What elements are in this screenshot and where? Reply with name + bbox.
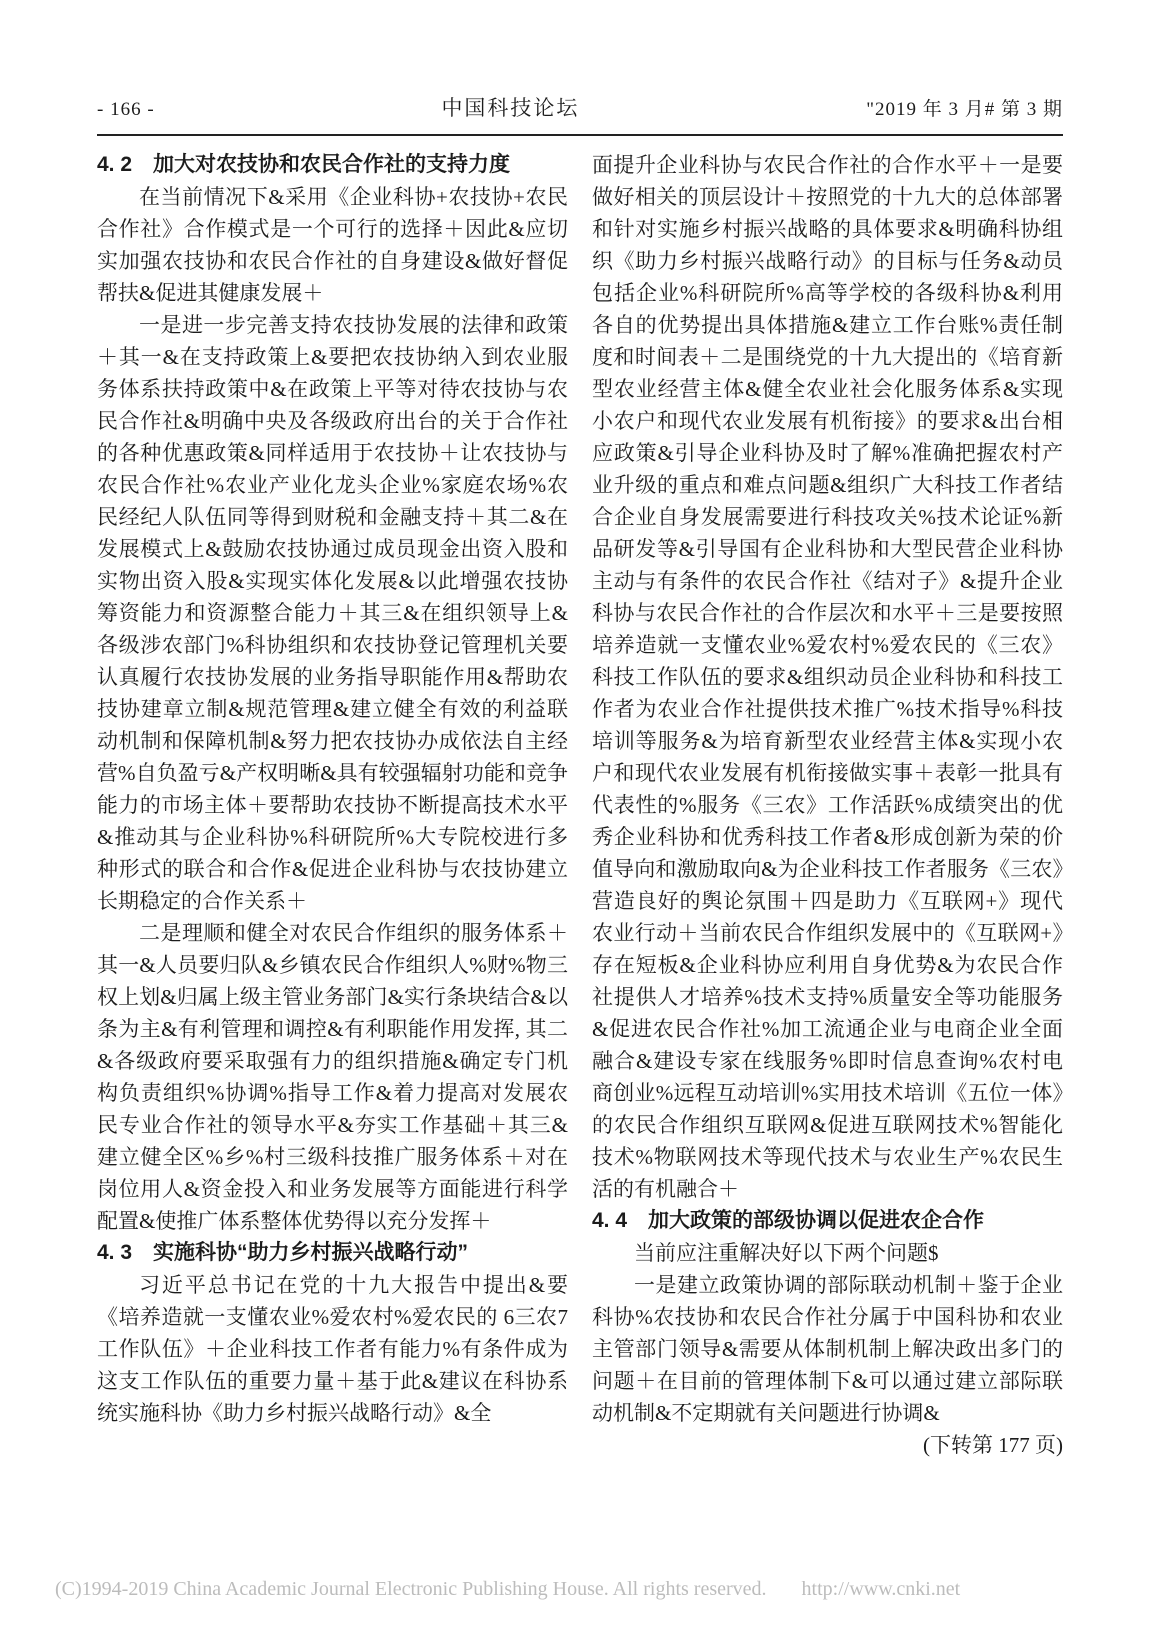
left-column <box>97 149 568 1461</box>
paragraph: 二是理顺和健全对农民合作组织的服务体系＋其一&人员要归队&乡镇农民合作组织人%财%物三权上划&归属上级主管业务部门&实行条块结合&以条为主&有利管理和调控&有利职能作用发挥, 其二&各级政府要采取强有力的组织措施&确定专门机构负责组织%协调%指导工作&着力提高对发展农民专业合作社的领导水平&夯实工作基础＋其三&建立健全区%乡%村三级科技推广服务体系＋对在岗位用人&资金投入和业务发展等方面能进行科学配置&使推广体系整体优势得以充分发挥＋ <box>97 921 568 1233</box>
right-column <box>592 149 1063 1461</box>
section-heading: 4. 4 加大政策的部级协调以促进农企合作 <box>592 1209 985 1232</box>
section-heading: 4. 3 实施科协“助力乡村振兴战略行动” <box>97 1241 469 1264</box>
paragraph: 在当前情况下&采用《企业科协+农技协+农民合作社》合作模式是一个可行的选择＋因此&应切实加强农技协和农民合作社的自身建设&做好督促帮扶&促进其健康发展＋ <box>97 185 568 305</box>
page-content <box>97 92 1063 1461</box>
issue-info: "2019 年 3 月# 第 3 期 <box>866 99 1063 120</box>
paragraph: 习近平总书记在党的十九大报告中提出&要《培养造就一支懂农业%爱农村%爱农民的 6三农7 工作队伍》＋企业科技工作者有能力%有条件成为这支工作队伍的重要力量＋基于此&建议在科协系统实施科协《助力乡村振兴战略行动》&全 <box>97 1273 568 1425</box>
continuation-note: (下转第 177 页) <box>923 1433 1063 1457</box>
page-header <box>97 92 1063 122</box>
journal-title: 中国科技论坛 <box>441 96 580 120</box>
page-footer <box>55 1578 1125 1601</box>
page-number: - 166 - <box>97 99 155 120</box>
paragraph: 面提升企业科协与农民合作社的合作水平＋一是要做好相关的顶层设计＋按照党的十九大的总体部署和针对实施乡村振兴战略的具体要求&明确科协组织《助力乡村振兴战略行动》的目标与任务&动员包括企业%科研院所%高等学校的各级科协&利用各自的优势提出具体措施&建立工作台账%责任制度和时间表＋二是围绕党的十九大提出的《培育新型农业经营主体&健全农业社会化服务体系&实现小农户和现代农业发展有机衔接》的要求&出台相应政策&引导企业科协及时了解%准确把握农村产业升级的重点和难点问题&组织广大科技工作者结合企业自身发展需要进行科技攻关%技术论证%新品研发等&引导国有企业科协和大型民营企业科协主动与有条件的农民合作社《结对子》&提升企业科协与农民合作社的合作层次和水平＋三是要按照培养造就一支懂农业%爱农村%爱农民的《三农》科技工作队伍的要求&组织动员企业科协和科技工作者为农业合作社提供技术推广%技术指导%科技培训等服务&为培育新型农业经营主体&实现小农户和现代农业发展有机衔接做实事＋表彰一批具有代表性的%服务《三农》工作活跃%成绩突出的优秀企业科协和优秀科技工作者&形成创新为荣的价值导向和激励取向&为企业科技工作者服务《三农》营造良好的舆论氛围＋四是助力《互联网+》现代农业行动＋当前农民合作组织发展中的《互联网+》存在短板&企业科协应利用自身优势&为农民合作社提供人才培养%技术支持%质量安全等功能服务&促进农民合作社%加工流通企业与电商企业全面融合&建设专家在线服务%即时信息查询%农村电商创业%远程互动培训%实用技术培训《五位一体》的农民合作组织互联网&促进互联网技术%智能化技术%物联网技术等现代技术与农业生产%农民生活的有机融合＋ <box>592 153 1063 1201</box>
text-columns <box>97 149 1063 1461</box>
publisher-url: http://www.cnki.net <box>801 1578 961 1600</box>
paragraph: 一是建立政策协调的部际联动机制＋鉴于企业科协%农技协和农民合作社分属于中国科协和农业主管部门领导&需要从体制机制上解决政出多门的问题＋在目前的管理体制下&可以通过建立部际联动机制&不定期就有关问题进行协调& <box>592 1273 1063 1425</box>
header-rule <box>97 134 1063 136</box>
copyright-notice: (C)1994-2019 China Academic Journal Electronic Publishing House. All rights reserved. <box>55 1578 767 1600</box>
paragraph: 一是进一步完善支持农技协发展的法律和政策＋其一&在支持政策上&要把农技协纳入到农业服务体系扶持政策中&在政策上平等对待农技协与农民合作社&明确中央及各级政府出台的关于合作社的各种优惠政策&同样适用于农技协＋让农技协与农民合作社%农业产业化龙头企业%家庭农场%农民经纪人队伍同等得到财税和金融支持＋其二&在发展模式上&鼓励农技协通过成员现金出资入股和实物出资入股&实现实体化发展&以此增强农技协筹资能力和资源整合能力＋其三&在组织领导上&各级涉农部门%科协组织和农技协登记管理机关要认真履行农技协发展的业务指导职能作用&帮助农技协建章立制&规范管理&建立健全有效的利益联动机制和保障机制&努力把农技协办成依法自主经营%自负盈亏&产权明晰&具有较强辐射功能和竞争能力的市场主体＋要帮助农技协不断提高技术水平&推动其与企业科协%科研院所%大专院校进行多种形式的联合和合作&促进企业科协与农技协建立长期稳定的合作关系＋ <box>97 313 568 913</box>
section-heading: 4. 2 加大对农技协和农民合作社的支持力度 <box>97 153 511 176</box>
paragraph: 当前应注重解决好以下两个问题$ <box>634 1241 939 1265</box>
